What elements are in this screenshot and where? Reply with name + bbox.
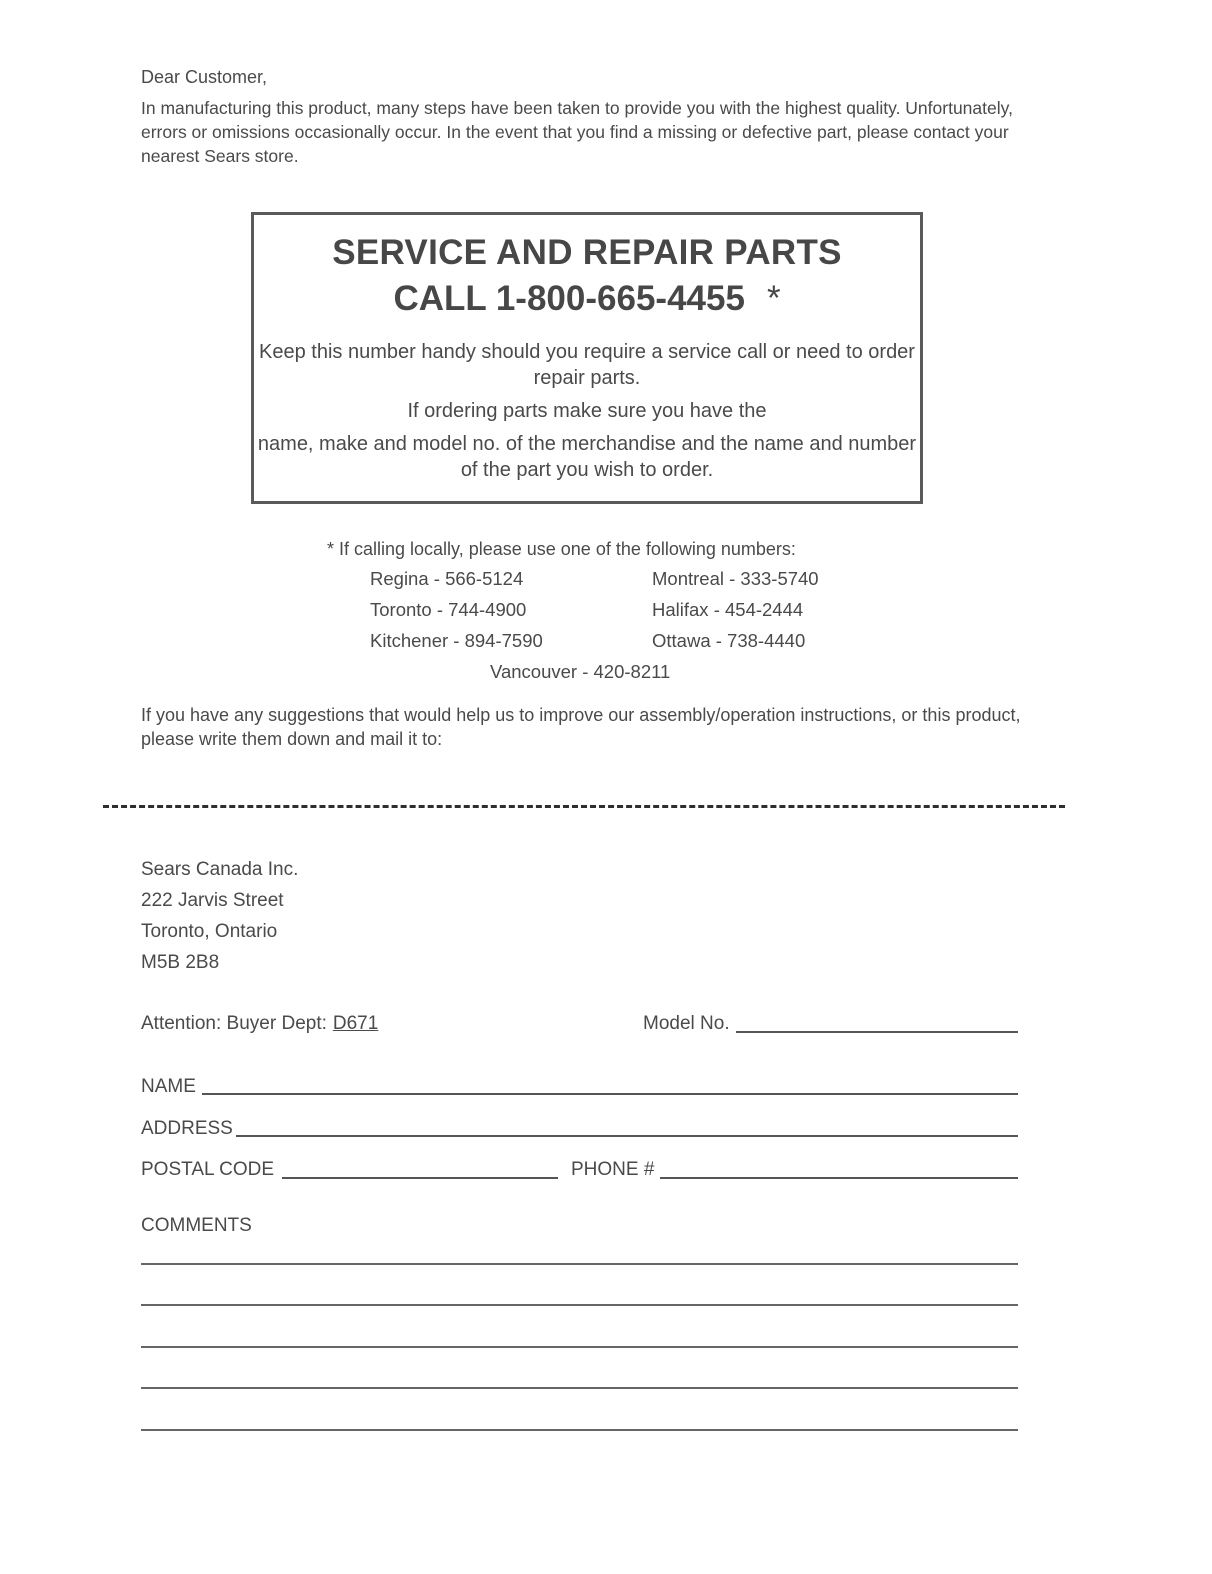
phone-label: PHONE # — [571, 1159, 655, 1180]
city-number: Kitchener - 894-7590 — [370, 630, 543, 651]
attention-line — [141, 1013, 378, 1035]
ordering-text: If ordering parts make sure you have the — [407, 400, 767, 422]
model-no-field[interactable] — [736, 1031, 1018, 1033]
comments-field-line[interactable] — [141, 1387, 1018, 1389]
details-text: name, make and model no. of the merchandise and the name and number of the part you wish to order. — [257, 433, 917, 481]
cut-line-divider — [103, 805, 1065, 808]
address-line: Sears Canada Inc. — [141, 859, 299, 880]
address-label: ADDRESS — [141, 1118, 233, 1139]
postal-code-label: POSTAL CODE — [141, 1159, 275, 1180]
name-field[interactable] — [202, 1093, 1018, 1095]
city-number: Montreal - 333-5740 — [652, 568, 819, 589]
city-number: Toronto - 744-4900 — [370, 599, 527, 620]
model-no-label: Model No. — [643, 1013, 730, 1034]
city-number: Regina - 566-5124 — [370, 568, 524, 589]
service-phone — [254, 279, 920, 319]
dept-code: D671 — [332, 1013, 379, 1034]
comments-field-line[interactable] — [141, 1346, 1018, 1348]
greeting: Dear Customer, — [141, 67, 268, 87]
service-title: SERVICE AND REPAIR PARTS — [332, 233, 842, 272]
comments-label: COMMENTS — [141, 1215, 252, 1236]
local-numbers-note: * If calling locally, please use one of the following numbers: — [327, 539, 796, 559]
keep-number-text: Keep this number handy should you require a service call or need to order repair parts. — [259, 341, 915, 389]
address-field[interactable] — [236, 1135, 1018, 1137]
intro-paragraph: In manufacturing this product, many steps have been taken to provide you with the highest quality. Unfortunately, errors or omissions occasionally occur. In the event that you find a missing or defective part, please contact your nearest Sears store. — [141, 98, 1013, 166]
phone-field[interactable] — [660, 1177, 1018, 1179]
postal-code-field[interactable] — [282, 1177, 558, 1179]
address-line: Toronto, Ontario — [141, 921, 278, 942]
suggestions-text: If you have any suggestions that would help us to improve our assembly/operation instructions, or this product, please write them down and mail it to: — [141, 705, 1021, 749]
asterisk-mark: * — [766, 279, 781, 318]
service-box — [251, 212, 923, 504]
comments-field-line[interactable] — [141, 1429, 1018, 1431]
city-number: Halifax - 454-2444 — [652, 599, 804, 620]
name-label: NAME — [141, 1076, 196, 1097]
attention-label: Attention: Buyer Dept: — [141, 1013, 327, 1034]
city-number: Ottawa - 738-4440 — [652, 630, 806, 651]
city-number: Vancouver - 420-8211 — [490, 661, 671, 682]
address-line: 222 Jarvis Street — [141, 890, 284, 911]
service-phone-number: CALL 1-800-665-4455 — [393, 279, 745, 318]
comments-field-line[interactable] — [141, 1304, 1018, 1306]
comments-field-line[interactable] — [141, 1263, 1018, 1265]
address-line: M5B 2B8 — [141, 952, 220, 973]
